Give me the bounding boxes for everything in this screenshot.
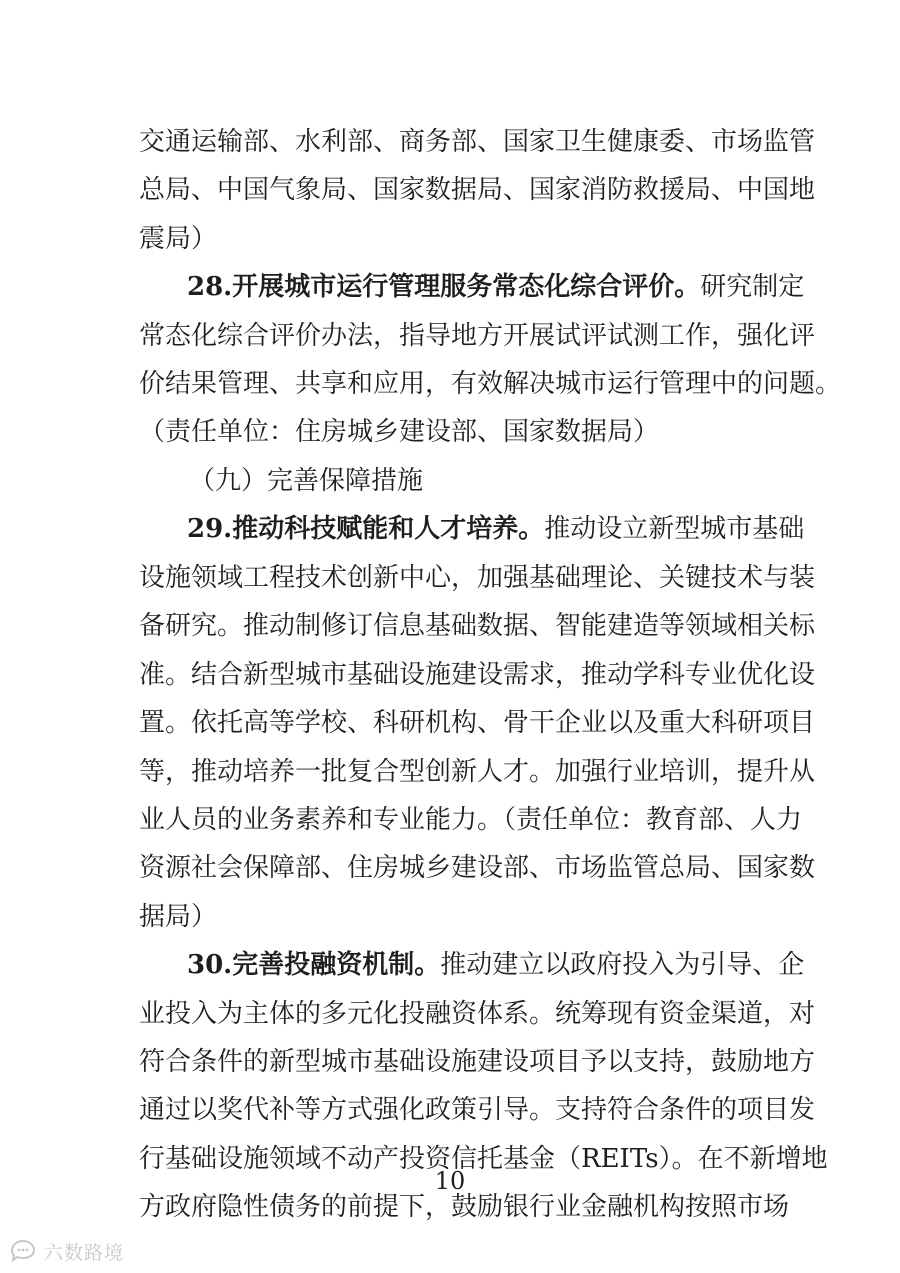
text-run: 备研究。推动制修订信息基础数据、智能建造等领域相关标 (139, 611, 816, 641)
text-line (139, 897, 779, 937)
section-heading: 30.完善投融资机制。 (187, 950, 441, 980)
text-line (139, 703, 816, 743)
text-run: 业人员的业务素养和专业能力。（责任单位：教育部、人力 (139, 805, 803, 835)
text-line (139, 752, 816, 792)
text-run: 资源社会保障部、住房城乡建设部、市场监管总局、国家数 (139, 853, 816, 883)
text-line (139, 219, 779, 259)
text-run: 研究制定 (700, 272, 805, 302)
text-line (187, 945, 805, 985)
text-line (139, 800, 803, 840)
text-run: 准。结合新型城市基础设施建设需求，推动学科专业优化设 (139, 660, 816, 690)
text-run: 等，推动培养一批复合型创新人才。加强行业培训，提升从 (139, 757, 816, 787)
text-line (139, 364, 842, 404)
text-run: 置。依托高等学校、科研机构、骨干企业以及重大科研项目 (139, 708, 816, 738)
text-line (139, 412, 779, 452)
text-line (139, 994, 816, 1034)
text-run: 震局） (139, 224, 218, 254)
text-run: 推动建立以政府投入为引导、企 (440, 950, 805, 980)
text-run: 业投入为主体的多元化投融资体系。统筹现有资金渠道，对 (139, 999, 816, 1029)
text-line (139, 316, 816, 356)
text-run: 设施领域工程技术创新中心，加强基础理论、关键技术与装 (139, 563, 816, 593)
text-line (139, 170, 816, 210)
text-run: 价结果管理、共享和应用，有效解决城市运行管理中的问题。 (139, 369, 842, 399)
page-number: 10 (434, 1167, 466, 1195)
text-run: 通过以奖代补等方式强化政策引导。支持符合条件的项目发 (139, 1095, 816, 1125)
text-run: 行基础设施领域不动产投资信托基金（REITs）。在不新增地 (139, 1144, 828, 1174)
text-run: 据局） (139, 902, 218, 932)
text-run: 常态化综合评价办法，指导地方开展试评试测工作，强化评 (139, 321, 816, 351)
section-heading: 29.推动科技赋能和人才培养。 (187, 514, 545, 544)
text-line (187, 509, 805, 549)
text-line (139, 848, 816, 888)
text-run: 交通运输部、水利部、商务部、国家卫生健康委、市场监管 (139, 127, 816, 157)
text-run: 符合条件的新型城市基础设施建设项目予以支持，鼓励地方 (139, 1047, 816, 1077)
text-run: （责任单位：住房城乡建设部、国家数据局） (139, 417, 660, 447)
text-line (139, 558, 816, 598)
chat-bubble-logo-icon (8, 1238, 38, 1264)
text-run: 推动设立新型城市基础 (544, 514, 805, 544)
text-line (139, 1042, 816, 1082)
text-line (139, 122, 816, 162)
text-run: 方政府隐性债务的前提下，鼓励银行业金融机构按照市场 (139, 1192, 790, 1222)
text-run: （九）完善保障措施 (189, 466, 424, 496)
text-line (187, 267, 805, 307)
text-line (139, 655, 816, 695)
text-line (139, 1090, 816, 1130)
watermark-text: 六数路境 (44, 1241, 125, 1264)
text-line (189, 461, 829, 501)
section-heading: 28.开展城市运行管理服务常态化综合评价。 (187, 272, 701, 302)
text-run: 总局、中国气象局、国家数据局、国家消防救援局、中国地 (139, 175, 816, 205)
watermark (8, 1236, 124, 1266)
text-line (139, 606, 816, 646)
